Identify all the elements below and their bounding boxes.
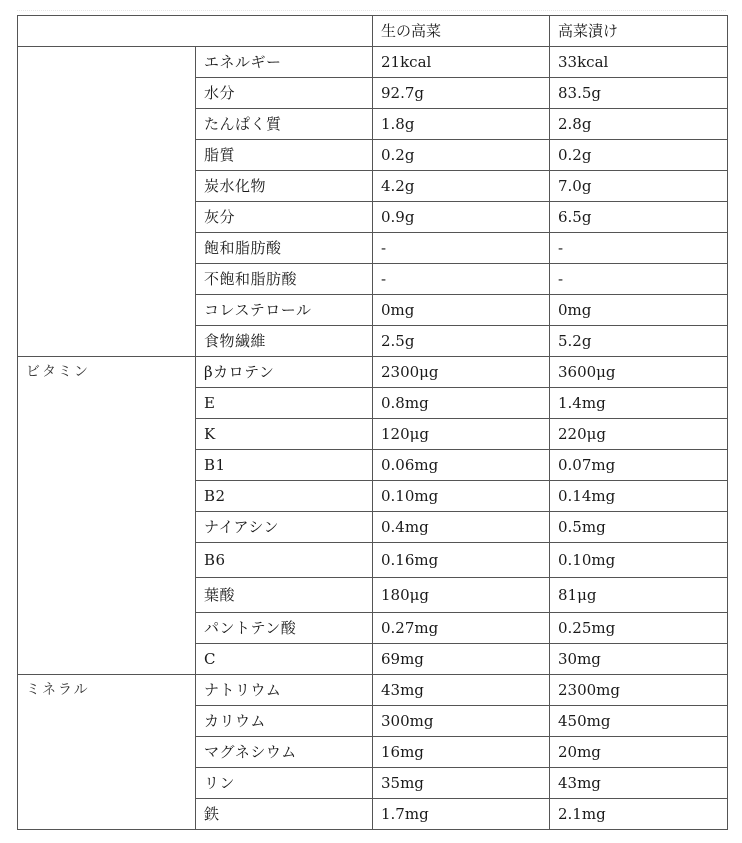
nutrient-name: 鉄	[196, 799, 373, 830]
pickled-value: 0.10mg	[550, 543, 728, 578]
nutrient-name: ナイアシン	[196, 512, 373, 543]
pickled-value: 5.2g	[550, 326, 728, 357]
raw-value: 1.8g	[373, 109, 550, 140]
table-row	[18, 357, 728, 388]
raw-value: 43mg	[373, 675, 550, 706]
pickled-value: 450mg	[550, 706, 728, 737]
raw-value: 0.27mg	[373, 613, 550, 644]
table-row	[18, 47, 728, 78]
nutrient-name: 水分	[196, 78, 373, 109]
nutrient-name: K	[196, 419, 373, 450]
page-guide-top	[17, 10, 726, 11]
pickled-value: 0mg	[550, 295, 728, 326]
nutrient-name: たんぱく質	[196, 109, 373, 140]
nutrient-name: マグネシウム	[196, 737, 373, 768]
nutrient-name: 灰分	[196, 202, 373, 233]
nutrition-comparison-table	[17, 15, 728, 830]
header-raw-takana: 生の高菜	[373, 16, 550, 47]
group-label-general	[18, 47, 196, 357]
raw-value: 35mg	[373, 768, 550, 799]
pickled-value: 0.2g	[550, 140, 728, 171]
pickled-value: 30mg	[550, 644, 728, 675]
nutrient-name: E	[196, 388, 373, 419]
raw-value: 21kcal	[373, 47, 550, 78]
raw-value: 120μg	[373, 419, 550, 450]
pickled-value: 2300mg	[550, 675, 728, 706]
raw-value: 0.9g	[373, 202, 550, 233]
raw-value: 300mg	[373, 706, 550, 737]
raw-value: 0mg	[373, 295, 550, 326]
nutrient-name: βカロテン	[196, 357, 373, 388]
nutrient-name: 葉酸	[196, 578, 373, 613]
raw-value: 92.7g	[373, 78, 550, 109]
nutrient-name: 脂質	[196, 140, 373, 171]
header-pickled-takana: 高菜漬け	[550, 16, 728, 47]
nutrient-name: エネルギー	[196, 47, 373, 78]
nutrient-name: カリウム	[196, 706, 373, 737]
nutrient-name: C	[196, 644, 373, 675]
nutrient-name: B6	[196, 543, 373, 578]
pickled-value: 33kcal	[550, 47, 728, 78]
pickled-value: 7.0g	[550, 171, 728, 202]
pickled-value: -	[550, 233, 728, 264]
raw-value: 180μg	[373, 578, 550, 613]
raw-value: 0.4mg	[373, 512, 550, 543]
pickled-value: -	[550, 264, 728, 295]
raw-value: 0.8mg	[373, 388, 550, 419]
raw-value: 0.16mg	[373, 543, 550, 578]
header-row	[18, 16, 728, 47]
raw-value: 2300μg	[373, 357, 550, 388]
pickled-value: 0.5mg	[550, 512, 728, 543]
raw-value: 69mg	[373, 644, 550, 675]
raw-value: 0.06mg	[373, 450, 550, 481]
pickled-value: 220μg	[550, 419, 728, 450]
pickled-value: 81μg	[550, 578, 728, 613]
group-label-minerals: ミネラル	[18, 675, 196, 830]
raw-value: 16mg	[373, 737, 550, 768]
pickled-value: 20mg	[550, 737, 728, 768]
pickled-value: 2.1mg	[550, 799, 728, 830]
raw-value: 4.2g	[373, 171, 550, 202]
nutrient-name: ナトリウム	[196, 675, 373, 706]
nutrient-name: 炭水化物	[196, 171, 373, 202]
pickled-value: 2.8g	[550, 109, 728, 140]
pickled-value: 0.07mg	[550, 450, 728, 481]
pickled-value: 83.5g	[550, 78, 728, 109]
nutrient-name: B1	[196, 450, 373, 481]
pickled-value: 0.25mg	[550, 613, 728, 644]
nutrient-name: B2	[196, 481, 373, 512]
nutrient-name: リン	[196, 768, 373, 799]
nutrient-name: 不飽和脂肪酸	[196, 264, 373, 295]
nutrient-name: 食物繊維	[196, 326, 373, 357]
raw-value: -	[373, 264, 550, 295]
nutrient-name: コレステロール	[196, 295, 373, 326]
pickled-value: 3600μg	[550, 357, 728, 388]
group-label-vitamins: ビタミン	[18, 357, 196, 675]
table-row	[18, 675, 728, 706]
pickled-value: 0.14mg	[550, 481, 728, 512]
pickled-value: 1.4mg	[550, 388, 728, 419]
pickled-value: 43mg	[550, 768, 728, 799]
raw-value: 1.7mg	[373, 799, 550, 830]
nutrient-name: パントテン酸	[196, 613, 373, 644]
raw-value: 2.5g	[373, 326, 550, 357]
raw-value: 0.10mg	[373, 481, 550, 512]
nutrient-name: 飽和脂肪酸	[196, 233, 373, 264]
raw-value: -	[373, 233, 550, 264]
pickled-value: 6.5g	[550, 202, 728, 233]
header-blank-cell	[18, 16, 373, 47]
raw-value: 0.2g	[373, 140, 550, 171]
